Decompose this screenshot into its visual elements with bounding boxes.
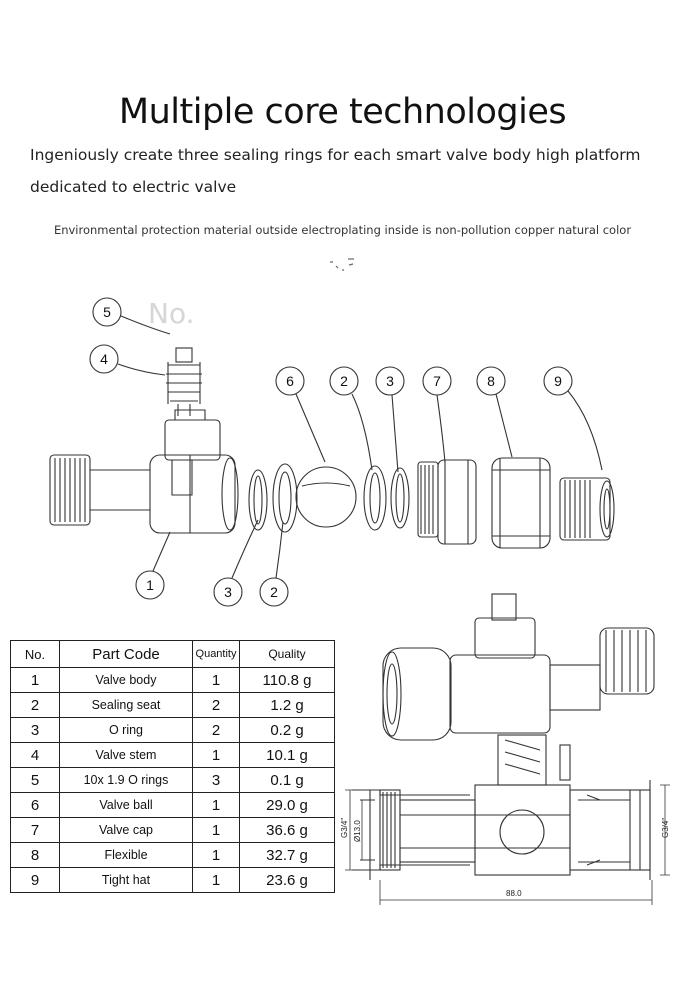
callout-label-5: 5 (103, 304, 111, 320)
cell-part-code: Valve body (60, 668, 193, 693)
table-row (11, 668, 335, 693)
callout-label-7: 7 (433, 373, 441, 389)
callout-label-3a: 3 (386, 373, 394, 389)
table-header-row (11, 641, 335, 668)
cell-part-code: Valve stem (60, 743, 193, 768)
valve-body-drawing (50, 410, 238, 533)
cell-no: 5 (11, 768, 60, 793)
cell-part-code: Tight hat (60, 868, 193, 893)
cell-quantity: 1 (193, 743, 240, 768)
callout-label-9: 9 (554, 373, 562, 389)
sealing-seat-right (364, 466, 386, 530)
callout-6 (276, 367, 325, 462)
watermark-text: No. (148, 297, 195, 330)
cell-part-code: Sealing seat (60, 693, 193, 718)
cell-quantity: 1 (193, 793, 240, 818)
table-row (11, 693, 335, 718)
cell-part-code: Valve cap (60, 818, 193, 843)
table-row (11, 768, 335, 793)
cell-quality: 0.2 g (240, 718, 335, 743)
callout-2a (330, 367, 372, 470)
o-ring-right (391, 468, 409, 528)
header-quantity: Quantity (193, 641, 240, 668)
cell-no: 7 (11, 818, 60, 843)
cell-quantity: 1 (193, 668, 240, 693)
subtitle-line-2: dedicated to electric valve (30, 178, 237, 196)
cell-part-code: 10x 1.9 O rings (60, 768, 193, 793)
table-row (11, 843, 335, 868)
callout-label-4: 4 (100, 351, 108, 367)
flexible-nut-drawing (492, 458, 550, 548)
cell-no: 6 (11, 793, 60, 818)
cell-quantity: 2 (193, 718, 240, 743)
table-row (11, 743, 335, 768)
callout-9 (544, 367, 602, 470)
cell-quantity: 2 (193, 693, 240, 718)
cell-quantity: 3 (193, 768, 240, 793)
cell-quality: 10.1 g (240, 743, 335, 768)
cell-no: 3 (11, 718, 60, 743)
cell-part-code: O ring (60, 718, 193, 743)
cell-quality: 1.2 g (240, 693, 335, 718)
callout-label-3b: 3 (224, 584, 232, 600)
valve-cap-drawing (418, 460, 476, 544)
cell-no: 4 (11, 743, 60, 768)
cell-quantity: 1 (193, 868, 240, 893)
cell-quality: 36.6 g (240, 818, 335, 843)
cell-quality: 32.7 g (240, 843, 335, 868)
cell-quality: 0.1 g (240, 768, 335, 793)
header-no: No. (11, 641, 60, 668)
dimension-lines (345, 785, 670, 905)
cell-quantity: 1 (193, 843, 240, 868)
parts-table (10, 640, 335, 893)
table-row (11, 868, 335, 893)
cell-quality: 110.8 g (240, 668, 335, 693)
table-row (11, 718, 335, 743)
callout-label-1: 1 (146, 577, 154, 593)
page-title: Multiple core technologies (118, 92, 567, 132)
callout-label-6: 6 (286, 373, 294, 389)
valve-stem-drawing (166, 348, 202, 416)
cell-no: 1 (11, 668, 60, 693)
dim-bore: Ø13.0 (353, 820, 362, 842)
table-row (11, 793, 335, 818)
cell-part-code: Valve ball (60, 793, 193, 818)
header-part-code: Part Code (60, 641, 193, 668)
assembled-valve-drawing (383, 594, 654, 740)
cell-quantity: 1 (193, 818, 240, 843)
tight-hat-drawing (560, 478, 614, 540)
valve-ball-drawing (296, 467, 356, 527)
subtitle-line-1: Ingeniously create three sealing rings for each smart valve body high platform (30, 146, 641, 164)
callout-label-2a: 2 (340, 373, 348, 389)
cell-no: 2 (11, 693, 60, 718)
cell-quality: 23.6 g (240, 868, 335, 893)
dim-length: 88.0 (506, 889, 522, 898)
material-note: Environmental protection material outside electroplating inside is non-pollution copper natural color (53, 223, 632, 237)
cell-no: 8 (11, 843, 60, 868)
callout-label-8: 8 (487, 373, 495, 389)
cross-section-drawing (352, 735, 650, 880)
sealing-seat-left (273, 464, 297, 532)
callout-label-2b: 2 (270, 584, 278, 600)
cell-quality: 29.0 g (240, 793, 335, 818)
dim-right-thread: G3/4" (661, 817, 670, 838)
table-row (11, 818, 335, 843)
header-quality: Quality (240, 641, 335, 668)
spinner-icon (330, 259, 354, 270)
dim-left-thread: G3/4" (340, 817, 349, 838)
cell-no: 9 (11, 868, 60, 893)
cell-part-code: Flexible (60, 843, 193, 868)
